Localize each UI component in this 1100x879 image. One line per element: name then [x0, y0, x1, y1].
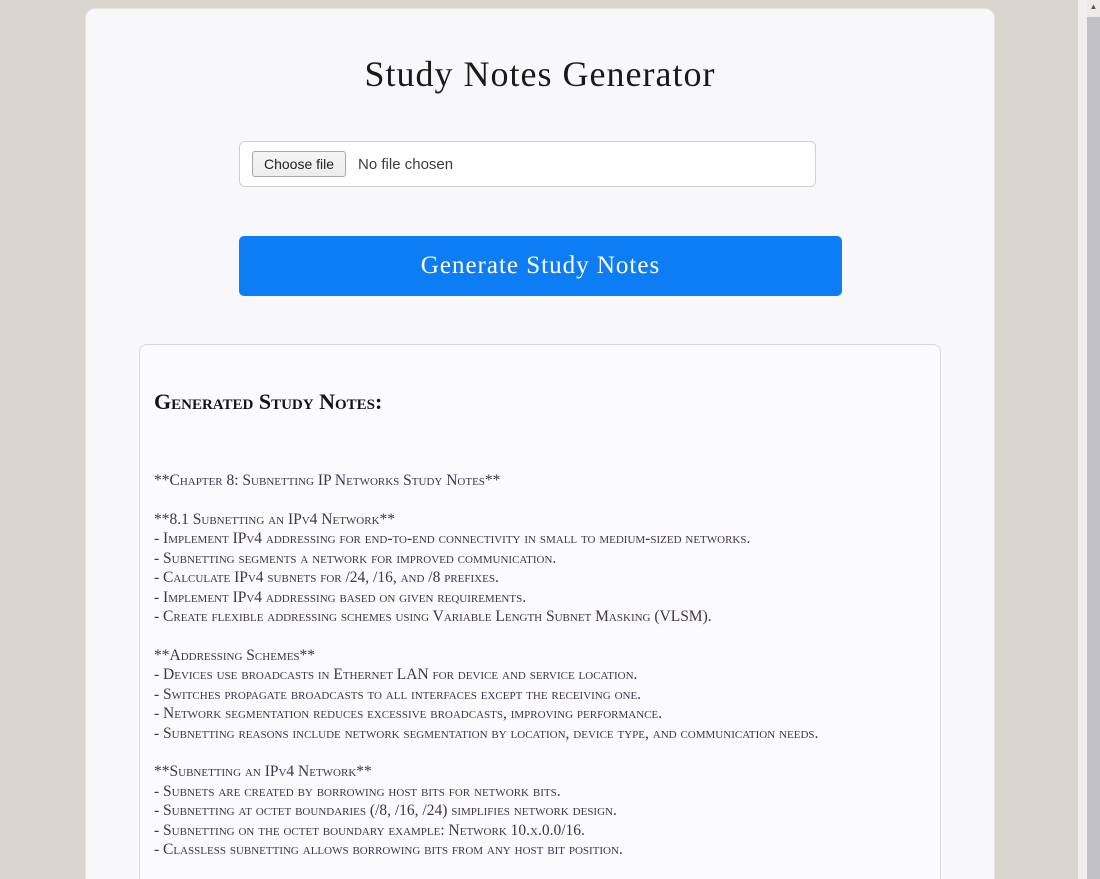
note-line: - Implement IPv4 addressing for end-to-end connectivity in small to medium-sized networks.	[154, 530, 751, 547]
note-line: - Subnetting reasons include network segmentation by location, device type, and communication needs.	[154, 724, 819, 742]
note-line: - Classless subnetting allows borrowing bits from any host bit position.	[154, 841, 623, 858]
note-section	[154, 762, 926, 860]
note-section	[154, 646, 926, 744]
note-line: - Subnetting on the octet boundary example: Network 10.x.0.0/16.	[154, 821, 585, 839]
note-line: - Switches propagate broadcasts to all interfaces except the receiving one.	[154, 685, 642, 703]
note-section-title: **Addressing Schemes**	[154, 646, 316, 664]
file-chosen-status: No file chosen	[358, 155, 454, 173]
note-line: - Subnetting at octet boundaries (/8, /16, /24) simplifies network design.	[154, 802, 617, 819]
page-title: Study Notes Generator	[364, 54, 716, 94]
note-line: - Subnetting segments a network for improved communication.	[154, 549, 557, 567]
note-section-title: **Subnetting an IPv4 Network**	[154, 763, 372, 780]
vertical-scrollbar[interactable]	[1078, 0, 1100, 879]
choose-file-button[interactable]: Choose file	[252, 151, 346, 177]
note-section-title: **Chapter 8: Subnetting IP Networks Study Notes**	[154, 472, 501, 489]
note-line: - Create flexible addressing schemes using Variable Length Subnet Masking (VLSM).	[154, 608, 712, 625]
scrollbar-up-arrow-icon[interactable]: ▲	[1087, 0, 1100, 17]
note-line: - Network segmentation reduces excessive broadcasts, improving performance.	[154, 705, 663, 722]
generated-notes-heading: Generated Study Notes:	[154, 389, 383, 414]
note-line: - Subnets are created by borrowing host bits for network bits.	[154, 782, 561, 800]
generated-notes-panel	[139, 344, 941, 879]
note-section-title: **8.1 Subnetting an IPv4 Network**	[154, 510, 396, 528]
app-card	[85, 8, 995, 879]
scrollbar-thumb[interactable]	[1087, 17, 1100, 879]
generated-notes-content	[154, 471, 926, 860]
note-line: - Implement IPv4 addressing based on given requirements.	[154, 588, 527, 606]
note-line: - Devices use broadcasts in Ethernet LAN for device and service location.	[154, 666, 638, 683]
note-section	[154, 471, 926, 491]
generate-study-notes-button[interactable]: Generate Study Notes	[239, 236, 842, 296]
file-input[interactable]	[239, 141, 816, 187]
note-section	[154, 510, 926, 627]
note-line: - Calculate IPv4 subnets for /24, /16, and /8 prefixes.	[154, 569, 499, 586]
